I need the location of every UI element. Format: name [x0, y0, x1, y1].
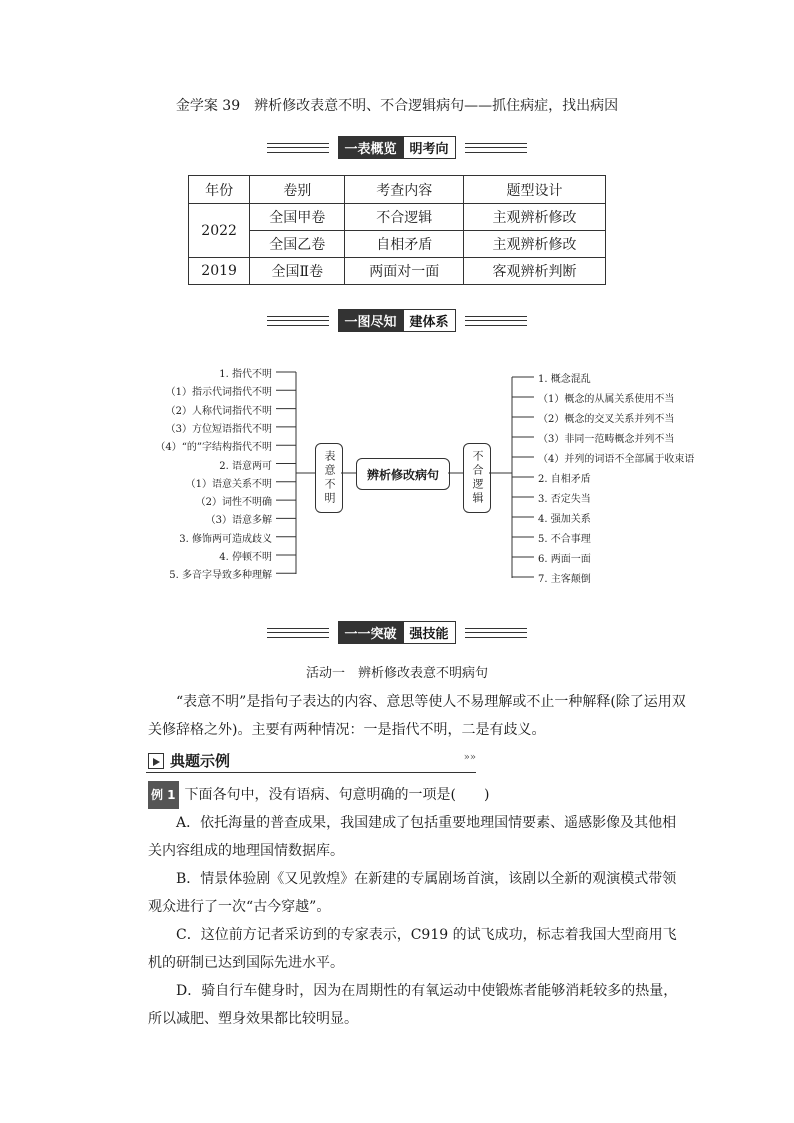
center-label: 辨析修改病句 [366, 467, 439, 482]
col-header-paper: 卷别 [250, 176, 345, 204]
section-light-label: 强技能 [403, 621, 456, 644]
exam-summary-table [188, 175, 606, 285]
right-branch-item: 1. 概念混乱 [538, 374, 591, 385]
left-branch-item: （1）语意关系不明 [185, 478, 272, 490]
right-branch-item: （3）非同一范畴概念并列不当 [538, 434, 675, 445]
cell-type: 主观辨析修改 [464, 204, 606, 231]
mind-map [0, 360, 794, 590]
decor-lines-right [465, 143, 527, 153]
option-c: C．这位前方记者采访到的专家表示，C919 的试飞成功，标志着我国大型商用飞机的研制已达到国际先进水平。 [148, 927, 677, 971]
center-node [356, 458, 450, 490]
section-header-breakthrough [0, 621, 794, 643]
right-branch-item: 3. 否定失当 [538, 494, 591, 505]
section-light-label: 明考向 [403, 136, 456, 159]
double-chevron-icon: »» [463, 752, 476, 763]
cell-paper: 全国乙卷 [250, 231, 345, 258]
section-header-system [0, 309, 794, 331]
table-header-row [189, 176, 606, 204]
left-branch-item: （3）方位短语指代不明 [165, 423, 272, 435]
group-box-ambiguous [315, 443, 343, 513]
col-header-year: 年份 [189, 176, 250, 204]
cell-type: 客观辨析判断 [464, 258, 606, 285]
left-branch-item: （4）“的”字结构指代不明 [155, 442, 272, 454]
left-branch-item: （2）词性不明确 [195, 497, 272, 509]
left-branch-item: 1. 指代不明 [219, 369, 272, 380]
left-branch-item: 4. 停顿不明 [219, 552, 272, 563]
left-branch-item: （3）语意多解 [205, 515, 272, 527]
section-dark-label: 一图尽知 [338, 309, 402, 332]
decor-lines-right [465, 628, 527, 638]
right-branch-item: （1）概念的从属关系使用不当 [538, 394, 675, 405]
option-b: B．情景体验剧《又见敦煌》在新建的专属剧场首演，该剧以全新的观演模式带领观众进行了一次“古今穿越”。 [148, 871, 677, 915]
section-dark-label: 一表概览 [338, 136, 402, 159]
play-icon [148, 753, 164, 769]
col-header-content: 考查内容 [345, 176, 464, 204]
group-label: 表意不明 [323, 450, 336, 506]
decor-lines-left [267, 316, 329, 326]
cell-content: 不合逻辑 [345, 204, 464, 231]
right-branch-item: 4. 强加关系 [538, 514, 591, 525]
cell-paper: 全国Ⅱ卷 [250, 258, 345, 285]
right-branch-item: 2. 自相矛盾 [538, 474, 591, 485]
option-a: A．依托海量的普查成果，我国建成了包括重要地理国情要素、遥感影像及其他相关内容组成的地理国情数据库。 [148, 815, 677, 859]
cell-paper: 全国甲卷 [250, 204, 345, 231]
right-branch-item: 5. 不合事理 [538, 534, 591, 545]
cell-year: 2022 [189, 204, 250, 258]
section-dark-label: 一一突破 [338, 621, 402, 644]
group-box-illogical [463, 443, 491, 513]
table-row [189, 231, 606, 258]
section-header-overview [0, 136, 794, 158]
group-label: 不合逻辑 [471, 450, 484, 506]
col-header-type: 题型设计 [464, 176, 606, 204]
left-branch-item: 3. 修饰两可造成歧义 [179, 533, 272, 545]
right-branch-item: 6. 两面一面 [538, 554, 591, 565]
example-question [148, 781, 688, 809]
decor-lines-left [267, 628, 329, 638]
activity-title: 活动一 辨析修改表意不明病句 [305, 666, 488, 681]
right-branch-item: （4）并列的词语不全部属于收束语 [538, 454, 695, 465]
section-light-label: 建体系 [403, 309, 456, 332]
left-branch-item: 5. 多音字导致多种理解 [169, 570, 272, 582]
example-header [146, 750, 476, 773]
cell-content: 两面对一面 [345, 258, 464, 285]
left-branch-item: （1）指示代词指代不明 [165, 387, 272, 399]
table-row [189, 204, 606, 231]
example-badge: 例 1 [148, 781, 179, 809]
page-title: 金学案 39 辨析修改表意不明、不合逻辑病句——抓住病症，找出病因 [175, 98, 619, 114]
right-branch-item: 7. 主客颠倒 [538, 574, 591, 585]
left-branch-item: 2. 语意两可 [219, 460, 272, 472]
table-row [189, 258, 606, 285]
decor-lines-right [465, 316, 527, 326]
option-d: D．骑自行车健身时，因为在周期性的有氧运动中使锻炼者能够消耗较多的热量，所以减肥、塑身效果都比较明显。 [148, 983, 678, 1027]
example-header-label: 典题示例 [170, 752, 231, 770]
cell-type: 主观辨析修改 [464, 231, 606, 258]
right-branch-item: （2）概念的交叉关系并列不当 [538, 414, 675, 425]
left-branch-item: （2）人称代词指代不明 [165, 405, 272, 417]
intro-paragraph: “表意不明”是指句子表达的内容、意思等使人不易理解或不止一种解释(除了运用双关修辞格之外)。主要有两种情况：一是指代不明，二是有歧义。 [148, 694, 686, 738]
decor-lines-left [267, 143, 329, 153]
question-text: 下面各句中，没有语病、句意明确的一项是( ) [184, 787, 490, 803]
cell-year: 2019 [189, 258, 250, 285]
cell-content: 自相矛盾 [345, 231, 464, 258]
